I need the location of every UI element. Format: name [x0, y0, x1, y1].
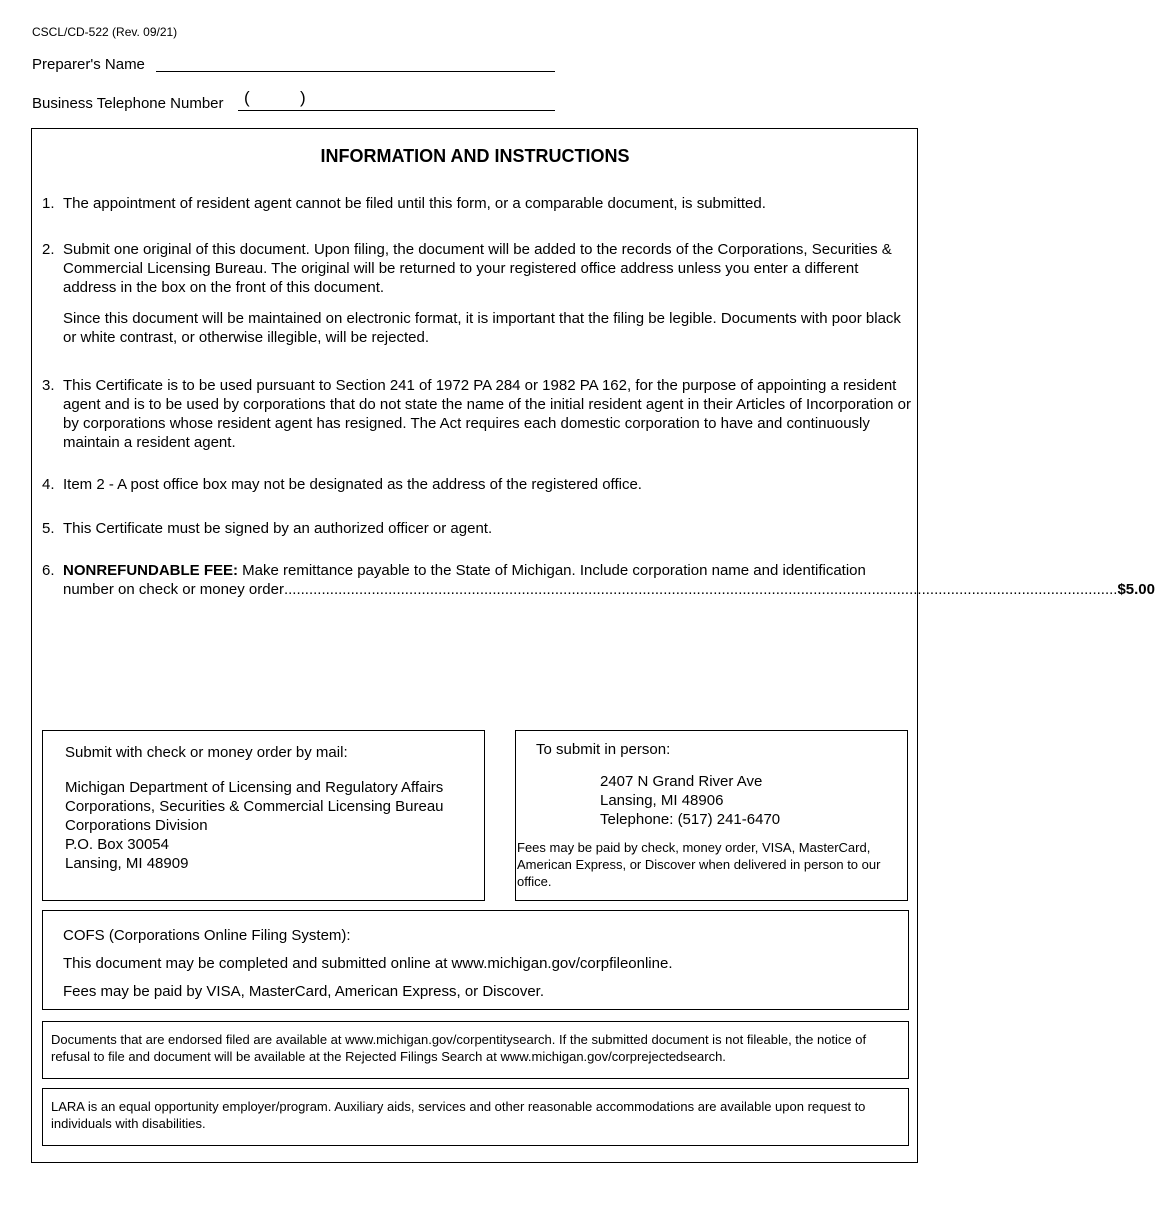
- preparer-name-label: Preparer's Name: [32, 56, 145, 73]
- item-text: This Certificate must be signed by an authorized officer or agent.: [63, 520, 493, 537]
- fee-heading: NONREFUNDABLE FEE:: [63, 562, 238, 579]
- mail-heading: Submit with check or money order by mail:: [65, 744, 348, 761]
- in-person-fees-note: Fees may be paid by check, money order, VISA, MasterCard, American Express, or Discover when delivered in person to our office.: [517, 840, 881, 889]
- phone-field[interactable]: [238, 94, 555, 111]
- form-number: CSCL/CD-522 (Rev. 09/21): [32, 25, 178, 39]
- phone-close-paren: ): [300, 88, 306, 107]
- instructions-title: INFORMATION AND INSTRUCTIONS: [320, 146, 630, 166]
- mail-address-line: Michigan Department of Licensing and Regulatory Affairs: [65, 779, 444, 796]
- cofs-heading: COFS (Corporations Online Filing System):: [63, 927, 351, 944]
- mail-address-line: Corporations Division: [65, 817, 208, 834]
- in-person-address-line: Lansing, MI 48906: [600, 792, 724, 809]
- item-number: 2.: [42, 241, 55, 258]
- item-number: 6.: [42, 562, 55, 579]
- cofs-box: [42, 910, 909, 1010]
- item-text-2: Since this document will be maintained on electronic format, it is important that the filing be legible. Documents with poor black or white contrast, or otherwise illegible, will be rejected.: [63, 310, 901, 346]
- endorsed-filings-box: [42, 1021, 909, 1079]
- item-number: 3.: [42, 377, 55, 394]
- instruction-item-3: [42, 376, 912, 452]
- instruction-item-4: [42, 475, 912, 494]
- item-text: Submit one original of this document. Upon filing, the document will be added to the records of the Corporations, Securities & Commercial Licensing Bureau. The original will be returned to your registered office address unless you enter a different address in the box on the front of this document.: [63, 241, 892, 296]
- item-text: This Certificate is to be used pursuant to Section 241 of 1972 PA 284 or 1982 PA 162, for the purpose of appointing a resident agent and is to be used by corporations that do not state the name of the initial resident agent in their Articles of Incorporation or by corporations whose resident agent has resigned. The Act requires each domestic corporation to have and continuously maintain a resident agent.: [63, 377, 912, 451]
- mail-address: [65, 778, 444, 873]
- item-number: 4.: [42, 476, 55, 493]
- phone-open-paren: (: [244, 88, 250, 107]
- mail-submission-box: [42, 730, 485, 901]
- endorsed-text: Documents that are endorsed filed are available at www.michigan.gov/corpentitysearch. If the submitted document is not fileable, the notice of refusal to file and document will be available at the Rejected Filings Search at www.michigan.gov/corprejectedsearch.: [51, 1032, 867, 1064]
- fee-text-line2: number on check or money order: [63, 581, 284, 598]
- in-person-address: [600, 772, 780, 829]
- fee-line-2: [63, 580, 1155, 599]
- fee-line-1: [63, 561, 894, 580]
- item-number: 5.: [42, 520, 55, 537]
- mail-address-line: P.O. Box 30054: [65, 836, 169, 853]
- instruction-item-2: [42, 240, 912, 347]
- phone-label: Business Telephone Number: [32, 95, 224, 112]
- lara-notice-box: [42, 1088, 909, 1146]
- item-number: 1.: [42, 195, 55, 212]
- in-person-heading: To submit in person:: [536, 741, 671, 758]
- instruction-item-5: [42, 519, 912, 538]
- in-person-address-line: Telephone: (517) 241-6470: [600, 811, 781, 828]
- instruction-item-1: [42, 194, 912, 213]
- item-text: Item 2 - A post office box may not be designated as the address of the registered office.: [63, 476, 642, 493]
- fee-text: Make remittance payable to the State of Michigan. Include corporation name and identification: [238, 562, 866, 579]
- dot-leader: ........................................................................................................................................................................................................: [283, 581, 1118, 598]
- cofs-line-2: Fees may be paid by VISA, MasterCard, American Express, or Discover.: [63, 983, 545, 1000]
- in-person-address-line: 2407 N Grand River Ave: [600, 773, 763, 790]
- preparer-name-field[interactable]: [156, 55, 555, 72]
- mail-address-line: Corporations, Securities & Commercial Licensing Bureau: [65, 798, 444, 815]
- in-person-box: [515, 730, 908, 901]
- instruction-item-6: [42, 561, 1155, 599]
- item-text: The appointment of resident agent cannot be filed until this form, or a comparable document, is submitted.: [63, 195, 766, 212]
- fee-amount: $5.00: [1117, 581, 1155, 598]
- lara-text: LARA is an equal opportunity employer/program. Auxiliary aids, services and other reasonable accommodations are available upon request to individuals with disabilities.: [51, 1099, 866, 1131]
- cofs-line-1: This document may be completed and submitted online at www.michigan.gov/corpfileonline.: [63, 955, 673, 972]
- mail-address-line: Lansing, MI 48909: [65, 855, 189, 872]
